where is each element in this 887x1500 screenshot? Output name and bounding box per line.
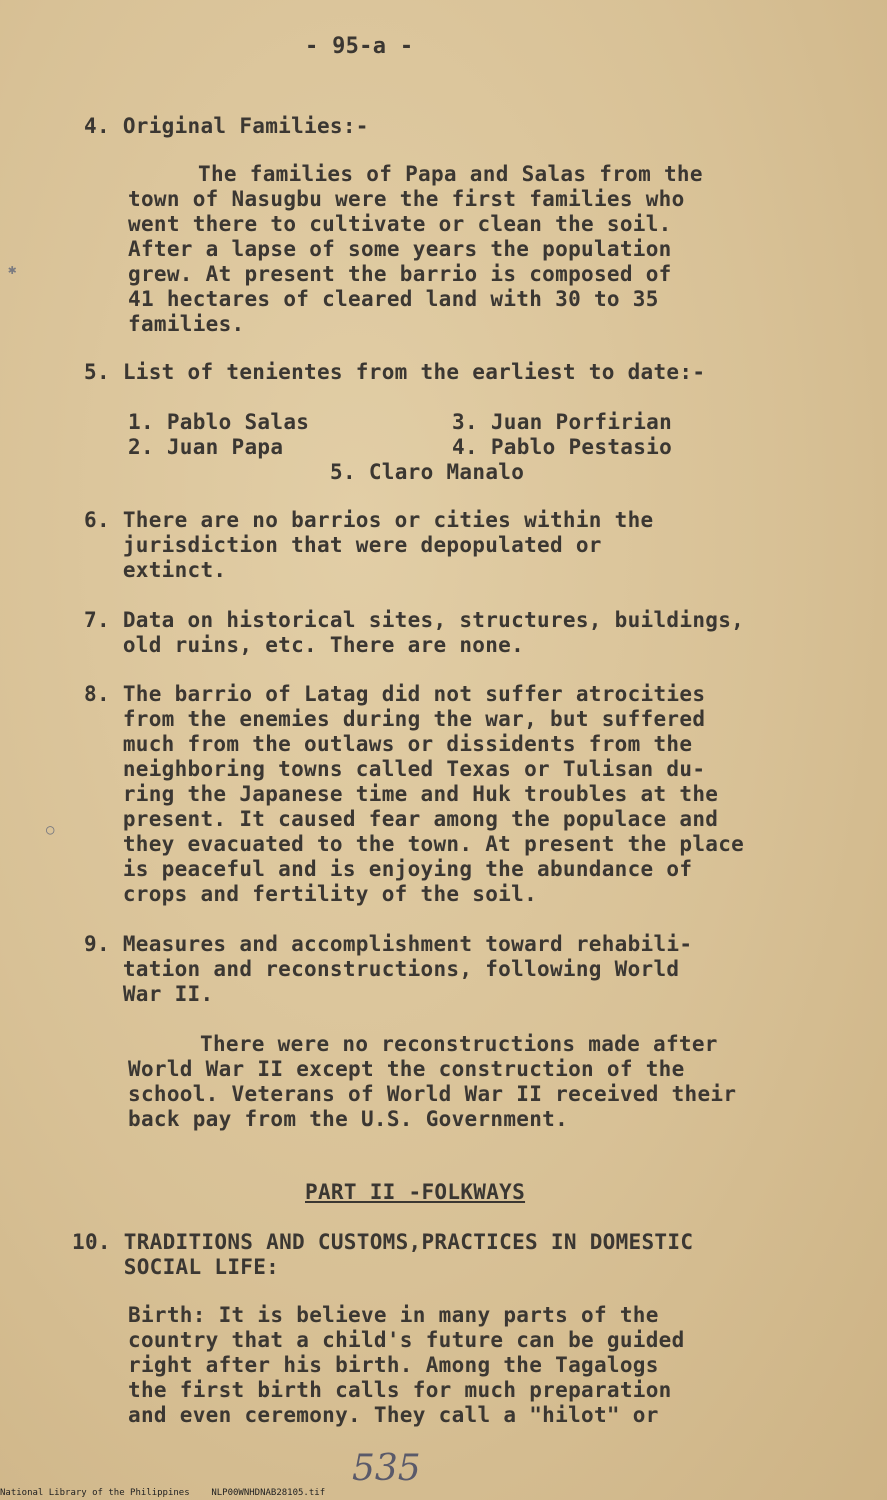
teniente-item: 1. Pablo Salas — [128, 410, 310, 434]
section-4-line: After a lapse of some years the population — [128, 237, 672, 261]
section-4-title: 4. Original Families:- — [84, 114, 369, 138]
page-number: - 95-a - — [305, 34, 414, 59]
birth-paragraph-line: and even ceremony. They call a "hilot" or — [128, 1403, 659, 1427]
section-4-line: The families of Papa and Salas from the — [198, 162, 703, 186]
section-8-line: present. It caused fear among the populace and — [84, 807, 719, 831]
section-4-line: town of Nasugbu were the first families who — [128, 187, 685, 211]
section-7-line: old ruins, etc. There are none. — [84, 633, 525, 657]
teniente-item: 3. Juan Porfirian — [452, 410, 673, 434]
birth-paragraph-line: Birth: It is believe in many parts of the — [128, 1303, 659, 1327]
birth-paragraph-line: the first birth calls for much preparation — [128, 1378, 672, 1402]
birth-paragraph-line: right after his birth. Among the Tagalogs — [128, 1353, 659, 1377]
section-7-line: 7. Data on historical sites, structures, buildings, — [84, 608, 745, 632]
section-8-line: is peaceful and is enjoying the abundance of — [84, 857, 693, 881]
section-8-line: neighboring towns called Texas or Tulisan du- — [84, 757, 706, 781]
section-8-line: crops and fertility of the soil. — [84, 882, 538, 906]
margin-mark: ○ — [46, 822, 55, 838]
section-8-line: much from the outlaws or dissidents from the — [84, 732, 693, 756]
part-2-heading: PART II -FOLKWAYS — [305, 1180, 526, 1204]
section-8-line: ring the Japanese time and Huk troubles at the — [84, 782, 719, 806]
section-8-line: 8. The barrio of Latag did not suffer atrocities — [84, 682, 706, 706]
section-8-line: from the enemies during the war, but suffered — [84, 707, 706, 731]
section-4-line: grew. At present the barrio is composed of — [128, 262, 672, 286]
section-9-line: War II. — [84, 982, 214, 1006]
section-9-body-line: school. Veterans of World War II received their — [128, 1082, 737, 1106]
handwritten-page-number: 535 — [352, 1448, 421, 1489]
section-8-line: they evacuated to the town. At present the place — [84, 832, 745, 856]
section-10-line: 10. TRADITIONS AND CUSTOMS,PRACTICES IN DOMESTIC — [72, 1230, 694, 1254]
section-6-line: extinct. — [84, 558, 227, 582]
section-4-line: families. — [128, 312, 245, 336]
margin-mark: ✱ — [8, 262, 17, 278]
section-9-body-line: back pay from the U.S. Government. — [128, 1107, 569, 1131]
section-9-line: tation and reconstructions, following World — [84, 957, 680, 981]
teniente-item: 5. Claro Manalo — [330, 460, 525, 484]
section-10-line: SOCIAL LIFE: — [72, 1255, 280, 1279]
birth-paragraph-line: country that a child's future can be guided — [128, 1328, 685, 1352]
section-9-body-line: There were no reconstructions made after — [200, 1032, 718, 1056]
archive-footer: National Library of the Philippines NLP00WNHDNAB28105.tif — [0, 1488, 326, 1498]
section-9-body-line: World War II except the construction of the — [128, 1057, 685, 1081]
section-9-line: 9. Measures and accomplishment toward rehabili- — [84, 932, 693, 956]
teniente-item: 2. Juan Papa — [128, 435, 284, 459]
section-6-line: jurisdiction that were depopulated or — [84, 533, 602, 557]
section-4-line: went there to cultivate or clean the soil. — [128, 212, 672, 236]
section-6-line: 6. There are no barrios or cities within the — [84, 508, 654, 532]
teniente-item: 4. Pablo Pestasio — [452, 435, 673, 459]
section-4-line: 41 hectares of cleared land with 30 to 35 — [128, 287, 659, 311]
section-5-title: 5. List of tenientes from the earliest to date:- — [84, 360, 706, 384]
